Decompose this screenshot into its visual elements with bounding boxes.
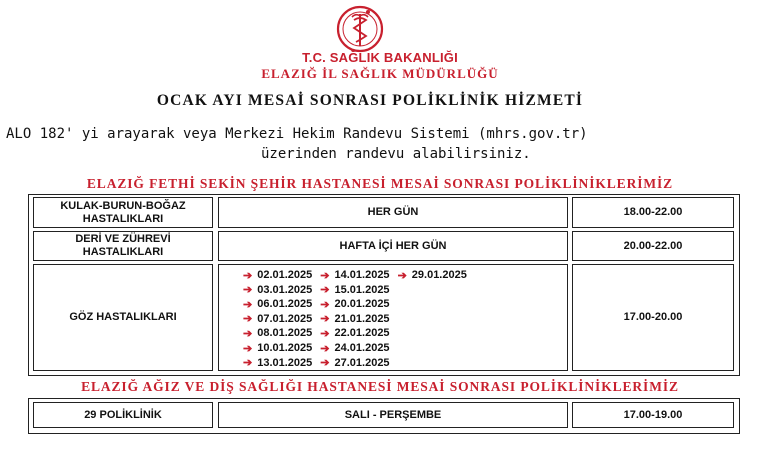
date-item — [320, 312, 389, 325]
date-item — [243, 312, 312, 325]
date-item — [243, 283, 312, 296]
arrow-right-icon: ➔ — [320, 342, 330, 355]
date-text: 21.01.2025 — [334, 312, 390, 325]
clinic-name-line-1: DERİ VE ZÜHREVİ — [75, 233, 171, 245]
section-1-title: ELAZIĞ FETHİ SEKİN ŞEHİR HASTANESİ MESAİ SONRASI POLİKLİNİKLERİMİZ — [86, 176, 674, 191]
date-row — [243, 325, 398, 341]
arrow-right-icon: ➔ — [320, 298, 330, 311]
date-text: 10.01.2025 — [257, 342, 313, 354]
date-row — [243, 311, 398, 327]
date-item — [243, 327, 312, 340]
arrow-right-icon: ➔ — [243, 284, 253, 297]
date-text: 02.01.2025 — [257, 269, 313, 281]
appointment-instruction — [6, 124, 756, 164]
date-text: 27.01.2025 — [334, 356, 390, 369]
date-item — [320, 283, 389, 296]
section-2-title: ELAZIĞ AĞIZ VE DİŞ SAĞLIĞI HASTANESİ MESAİ SONRASI POLİKLİNİKLERİMİZ — [81, 379, 679, 394]
table-row-derm-hours: 20.00-22.00 — [572, 231, 734, 261]
arrow-right-icon: ➔ — [243, 298, 253, 311]
date-text: 15.01.2025 — [334, 283, 390, 296]
date-row — [243, 282, 398, 298]
arrow-right-icon: ➔ — [320, 357, 330, 370]
date-item — [243, 342, 312, 355]
eye-dates-cell — [218, 264, 568, 371]
date-item — [243, 269, 312, 282]
date-text: 08.01.2025 — [257, 327, 313, 340]
date-text: 14.01.2025 — [334, 269, 390, 281]
arrow-right-icon: ➔ — [397, 269, 407, 282]
table-row-ent-name — [33, 197, 213, 228]
arrow-right-icon: ➔ — [243, 269, 253, 282]
clinic-name-line-2: HASTALIKLARI — [82, 212, 164, 225]
date-text: 03.01.2025 — [257, 283, 313, 296]
instruction-line-2: üzerinden randevu alabilirsiniz. — [261, 146, 531, 162]
arrow-right-icon: ➔ — [243, 327, 253, 340]
arrow-right-icon: ➔ — [243, 342, 253, 355]
date-text: 06.01.2025 — [257, 298, 313, 311]
date-item — [320, 269, 389, 282]
date-text: 22.01.2025 — [334, 327, 390, 340]
page-title: OCAK AYI MESAİ SONRASI POLİKLİNİK HİZMETİ — [156, 92, 584, 109]
table-row-ent-hours: 18.00-22.00 — [572, 197, 734, 228]
date-item — [320, 327, 389, 340]
directorate-name: ELAZIĞ İL SAĞLIK MÜDÜRLÜĞÜ — [261, 66, 499, 81]
date-item — [320, 356, 389, 369]
ministry-logo-icon — [318, 4, 402, 54]
arrow-right-icon: ➔ — [320, 327, 330, 340]
arrow-right-icon: ➔ — [320, 313, 330, 326]
ministry-name: T.C. SAĞLIK BAKANLIĞI — [302, 50, 458, 65]
date-row — [243, 267, 475, 283]
table-row-dental-days: SALI - PERŞEMBE — [218, 402, 568, 428]
arrow-right-icon: ➔ — [243, 357, 253, 370]
instruction-line-1: ALO 182' yi arayarak veya Merkezi Hekim Randevu Sistemi (mhrs.gov.tr) — [6, 126, 588, 142]
clinic-name-line-1: KULAK-BURUN-BOĞAZ — [60, 199, 186, 212]
arrow-right-icon: ➔ — [243, 313, 253, 326]
table-row-ent-days: HER GÜN — [218, 197, 568, 228]
table-row-eye-hours: 17.00-20.00 — [572, 264, 734, 371]
table-row-derm-name — [33, 231, 213, 261]
table-row-dental-hours: 17.00-19.00 — [572, 402, 734, 428]
clinic-name-line-2: HASTALIKLARI — [82, 246, 164, 258]
date-item — [243, 356, 312, 369]
date-text: 13.01.2025 — [257, 356, 313, 369]
table-row-derm-days: HAFTA İÇİ HER GÜN — [218, 231, 568, 261]
date-item — [320, 342, 389, 355]
arrow-right-icon: ➔ — [320, 284, 330, 297]
date-row — [243, 355, 398, 371]
date-row — [243, 296, 398, 312]
date-item — [320, 298, 389, 311]
arrow-right-icon: ➔ — [320, 269, 330, 282]
date-text: 20.01.2025 — [334, 298, 390, 311]
table-row-dental-name: 29 POLİKLİNİK — [33, 402, 213, 428]
table-row-eye-name: GÖZ HASTALIKLARI — [33, 264, 213, 371]
date-text: 07.01.2025 — [257, 312, 313, 325]
date-text: 24.01.2025 — [334, 342, 390, 354]
date-item — [398, 269, 467, 282]
date-item — [243, 298, 312, 311]
date-text: 29.01.2025 — [411, 269, 467, 281]
date-row — [243, 340, 398, 356]
